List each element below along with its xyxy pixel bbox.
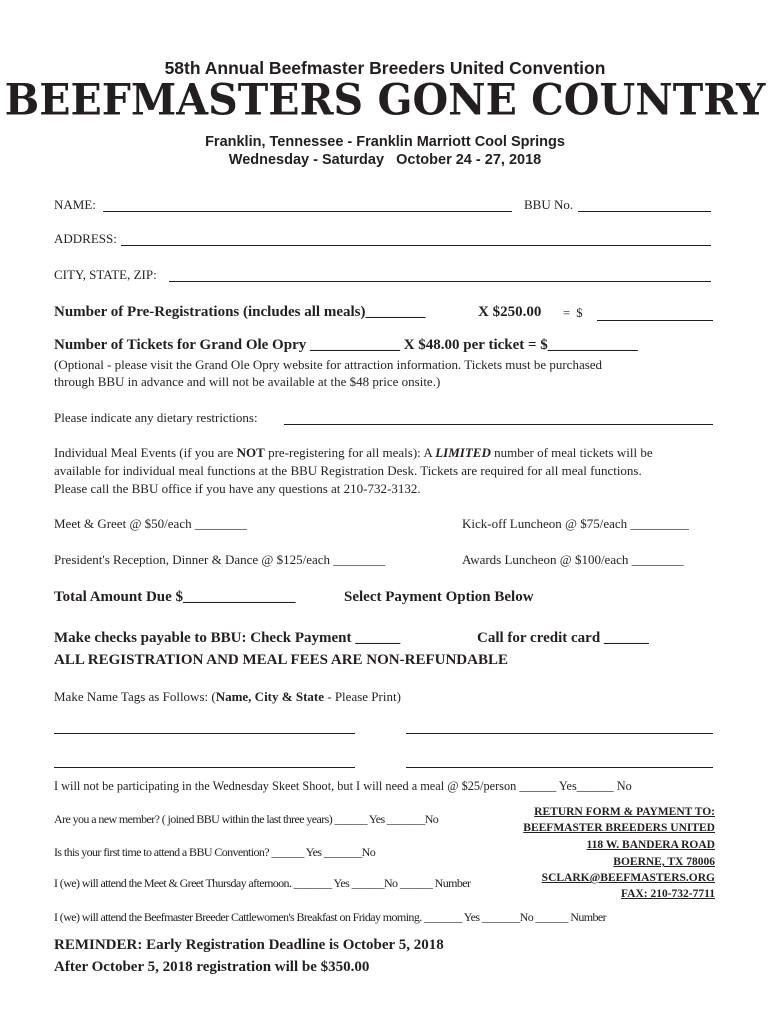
name-label: NAME: xyxy=(54,197,96,212)
page-title: BEEFMASTERS GONE COUNTRY xyxy=(4,74,766,126)
meet-greet-attend-question[interactable]: I (we) will attend the Meet & Greet Thursday afternoon. _______ Yes ______No ______ Number xyxy=(54,876,471,890)
skeet-shoot-question[interactable]: I will not be participating in the Wednesday Skeet Shoot, but I will need a meal @ $25/person ______ Yes______ No xyxy=(54,779,632,793)
opry-tickets-label: Number of Tickets for Grand Ole Opry ____________ X $48.00 per ticket = $____________ xyxy=(54,337,638,353)
dietary-field[interactable] xyxy=(284,424,713,425)
address-field[interactable] xyxy=(121,245,711,246)
city-state-zip-field[interactable] xyxy=(169,281,711,282)
check-payment-option[interactable]: Make checks payable to BBU: Check Payment ______ xyxy=(54,630,401,646)
event-location: Franklin, Tennessee - Franklin Marriott Cool Springs xyxy=(205,134,565,150)
event-dates: Wednesday - Saturday October 24 - 27, 2018 xyxy=(228,152,542,168)
return-email[interactable]: SCLARK@BEEFMASTERS.ORG xyxy=(541,872,715,884)
name-tag-field-1[interactable] xyxy=(54,733,355,734)
name-tag-field-3[interactable] xyxy=(54,767,355,768)
dietary-label: Please indicate any dietary restrictions: xyxy=(54,410,258,425)
new-member-question[interactable]: Are you a new member? ( joined BBU within the last three years) ______ Yes _______No xyxy=(54,812,439,826)
select-payment-heading: Select Payment Option Below xyxy=(344,589,534,605)
prereg-total-field[interactable] xyxy=(597,320,713,321)
opry-note-line2: through BBU in advance and will not be available at the $48 price onsite.) xyxy=(54,374,441,389)
bbu-label: BBU No. xyxy=(524,197,574,212)
non-refundable-notice: ALL REGISTRATION AND MEAL FEES ARE NON-REFUNDABLE xyxy=(54,652,508,668)
address-label: ADDRESS: xyxy=(54,231,117,246)
name-tag-field-4[interactable] xyxy=(406,767,713,768)
prereg-equals: = $ xyxy=(563,306,583,320)
presidents-reception-meal[interactable]: President's Reception, Dinner & Dance @ $125/each ________ xyxy=(54,552,386,567)
return-fax: FAX: 210-732-7711 xyxy=(620,888,715,900)
total-amount-due[interactable]: Total Amount Due $_______________ xyxy=(54,589,296,605)
return-heading: RETURN FORM & PAYMENT TO: xyxy=(534,806,715,818)
return-city: BOERNE, TX 78006 xyxy=(613,856,715,868)
opry-note-line1: (Optional - please visit the Grand Ole Opry website for attraction information. Tickets must be purchased xyxy=(54,357,603,372)
meals-intro-line2: available for individual meal functions at the BBU Registration Desk. Tickets are required for all meal functions. xyxy=(54,463,642,478)
reminder-late-price: After October 5, 2018 registration will be $350.00 xyxy=(54,959,370,975)
breakfast-attend-question[interactable]: I (we) will attend the Beefmaster Breeder Cattlewomen's Breakfast on Friday morning. _______ Yes _______No ______ Number xyxy=(54,910,607,924)
city-label: CITY, STATE, ZIP: xyxy=(54,267,157,282)
return-street: 118 W. BANDERA ROAD xyxy=(586,839,715,851)
meals-intro-line1: Individual Meal Events (if you are NOT pre-registering for all meals): A LIMITED number of meal tickets will be xyxy=(54,445,653,460)
first-time-question[interactable]: Is this your first time to attend a BBU Convention? ______ Yes _______No xyxy=(54,845,376,859)
awards-luncheon-meal[interactable]: Awards Luncheon @ $100/each ________ xyxy=(462,552,684,567)
credit-card-option[interactable]: Call for credit card ______ xyxy=(477,630,649,646)
bbu-number-field[interactable] xyxy=(578,211,711,212)
kickoff-luncheon-meal[interactable]: Kick-off Luncheon @ $75/each _________ xyxy=(462,516,689,531)
prereg-price: X $250.00 xyxy=(478,304,542,320)
reminder-deadline: REMINDER: Early Registration Deadline is October 5, 2018 xyxy=(54,937,444,953)
meals-intro-line3: Please call the BBU office if you have any questions at 210-732-3132. xyxy=(54,481,421,496)
meet-greet-meal[interactable]: Meet & Greet @ $50/each ________ xyxy=(54,516,247,531)
name-tag-field-2[interactable] xyxy=(406,733,713,734)
prereg-label: Number of Pre-Registrations (includes all meals)________ xyxy=(54,304,426,320)
convention-subtitle: 58th Annual Beefmaster Breeders United Convention xyxy=(164,58,606,78)
return-org: BEEFMASTER BREEDERS UNITED xyxy=(523,822,715,834)
name-tags-label: Make Name Tags as Follows: (Name, City & State - Please Print) xyxy=(54,689,401,704)
name-field[interactable] xyxy=(103,211,512,212)
